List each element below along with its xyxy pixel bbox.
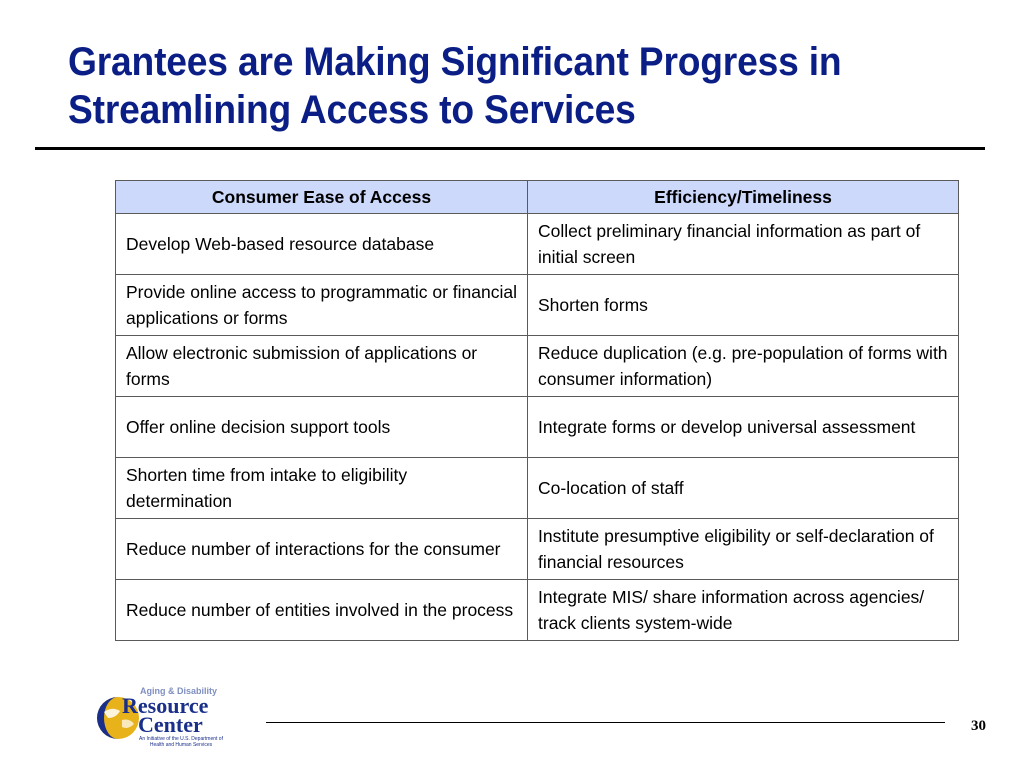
footer-divider [266, 722, 945, 723]
table-cell: Integrate forms or develop universal assessment [528, 397, 959, 458]
column-header-efficiency: Efficiency/Timeliness [528, 181, 959, 214]
table-cell: Allow electronic submission of applications or forms [116, 336, 528, 397]
slide-title: Grantees are Making Significant Progress in Streamlining Access to Services [68, 40, 842, 132]
page-number: 30 [971, 718, 986, 734]
logo-center-text: Center [138, 712, 203, 737]
table-cell: Integrate MIS/ share information across agencies/ track clients system-wide [528, 580, 959, 641]
table-cell: Co-location of staff [528, 458, 959, 519]
table-cell: Reduce duplication (e.g. pre-population of forms with consumer information) [528, 336, 959, 397]
table-cell: Develop Web-based resource database [116, 214, 528, 275]
table-cell: Provide online access to programmatic or financial applications or forms [116, 275, 528, 336]
table-row [116, 580, 959, 641]
table-row [116, 336, 959, 397]
table-cell: Collect preliminary financial information as part of initial screen [528, 214, 959, 275]
adrc-logo [90, 686, 230, 750]
table-cell: Institute presumptive eligibility or self-declaration of financial resources [528, 519, 959, 580]
column-header-consumer-ease: Consumer Ease of Access [116, 181, 528, 214]
table-header-row [116, 181, 959, 214]
table-cell: Reduce number of interactions for the consumer [116, 519, 528, 580]
table-row [116, 397, 959, 458]
logo-tagline: An Initiative of the U.S. Department of Health and Human Services [139, 736, 223, 748]
title-divider [35, 147, 985, 150]
table-cell: Shorten time from intake to eligibility determination [116, 458, 528, 519]
table-row [116, 275, 959, 336]
table-cell: Shorten forms [528, 275, 959, 336]
table-row [116, 519, 959, 580]
table-row [116, 458, 959, 519]
table-cell: Reduce number of entities involved in the process [116, 580, 528, 641]
table-cell: Offer online decision support tools [116, 397, 528, 458]
table-row [116, 214, 959, 275]
access-efficiency-table [115, 180, 959, 641]
logo-resource-text: Resource [122, 693, 209, 718]
logo-small-line: Aging & Disability [140, 686, 218, 696]
